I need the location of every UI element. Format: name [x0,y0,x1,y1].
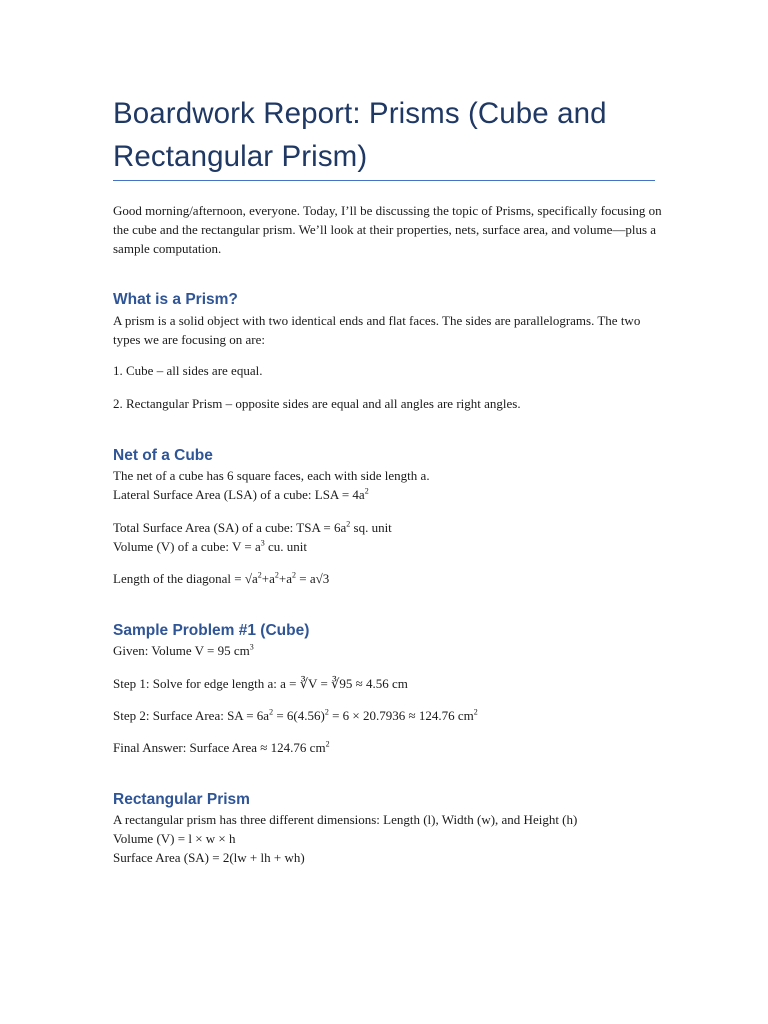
rect-dimensions: A rectangular prism has three different dimensions: Length (l), Width (w), and Height (h) [113,812,578,827]
rect-volume-formula: Volume (V) = l × w × h [113,831,236,846]
intro-paragraph: Good morning/afternoon, everyone. Today, I’ll be discussing the topic of Prisms, specifically focusing on the cube and the rectangular prism. We’ll look at their properties, nets, surface area, and volume—plus a sample computation. [113,203,662,256]
prism-definition: A prism is a solid object with two identical ends and flat faces. The sides are parallelograms. The two types we are focusing on are: [113,313,641,347]
sample-final-answer: Final Answer: Surface Area ≈ 124.76 $cm^2$ [113,739,330,755]
lsa-formula: Lateral Surface Area (LSA) of a cube: LSA = $4a^2$ [113,486,369,502]
sample-given: Given: Volume V = 95 $cm^3$ [113,642,254,658]
title-divider [113,180,655,181]
net-description: The net of a cube has 6 square faces, each with side length a. [113,468,430,483]
sample-step-1: Step 1: Solve for edge length a: a = ∛V = ∛95 ≈ 4.56 cm [113,676,408,691]
prism-type-cube: 1. Cube – all sides are equal. [113,363,263,378]
volume-formula: Volume (V) of a cube: $V = a^3$ cu. unit [113,538,308,554]
diagonal-formula: Length of the diagonal = $√a^2+a^2+a^2 = a√3$ [113,570,330,586]
heading-what-is-a-prism: What is a Prism? [113,291,238,308]
heading-net-of-a-cube: Net of a Cube [113,447,213,464]
tsa-formula: Total Surface Area (SA) of a cube: TSA = $6a^2$ sq. unit [113,519,392,535]
heading-sample-problem: Sample Problem #1 (Cube) [113,622,310,639]
heading-rectangular-prism: Rectangular Prism [113,791,250,808]
rect-surface-area-formula: Surface Area (SA) = 2(lw + lh + wh) [113,850,305,865]
prism-type-rectangular: 2. Rectangular Prism – opposite sides are equal and all angles are right angles. [113,396,521,411]
sample-step-2: Step 2: Surface Area: SA = $6a^2 = 6(4.56)^2 = 6 \times 20.7936 \approx 124.76$ $cm^2$ [113,707,478,723]
page-title: Boardwork Report: Prisms (Cube and Rectangular Prism) [113,97,607,173]
